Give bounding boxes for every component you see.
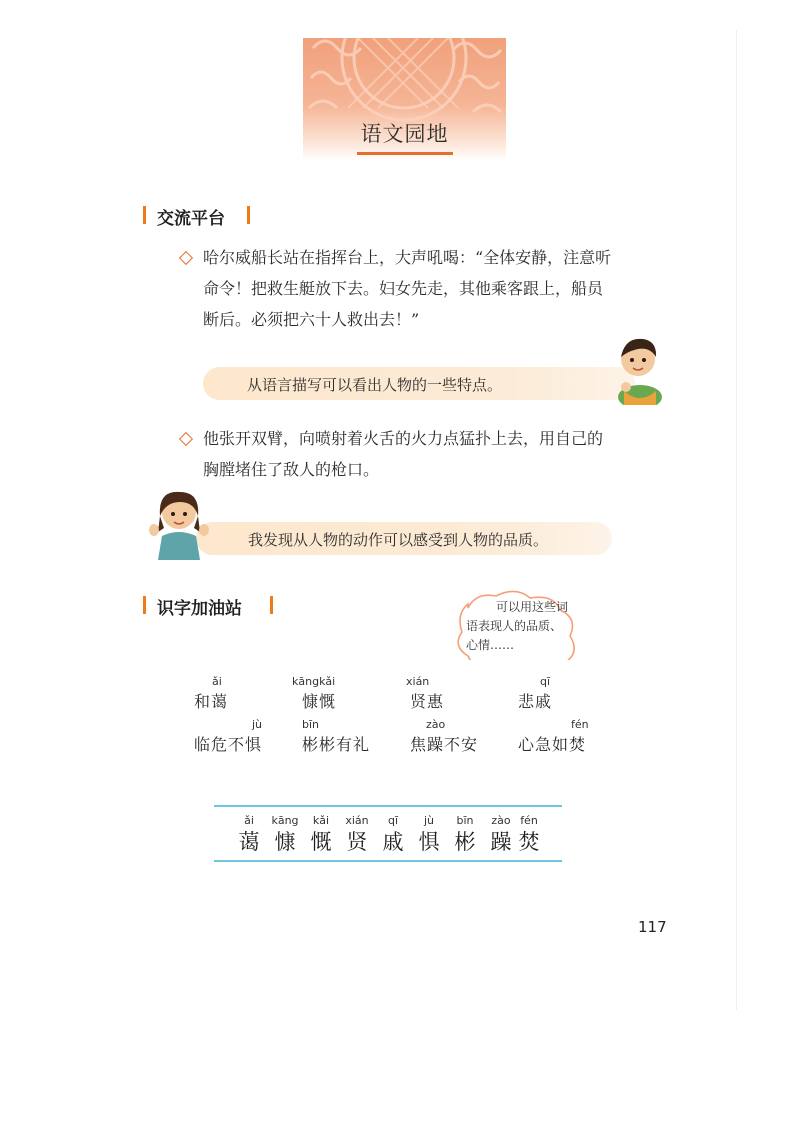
pinyin: ǎi (212, 675, 222, 688)
pinyin: bīn (302, 718, 320, 731)
heading-bar-right (270, 596, 273, 614)
boy-avatar (608, 333, 672, 405)
character-card (234, 814, 264, 854)
heading-bar-right (247, 206, 250, 224)
character-card (414, 814, 444, 854)
vocab-word: 和蔼 (194, 692, 229, 711)
character: 蔼 (238, 830, 260, 854)
character-card (342, 814, 372, 854)
pinyin: fén (571, 718, 589, 731)
character: 焚 (518, 830, 540, 854)
section-heading-exchange (143, 204, 255, 229)
character-pinyin: xián (345, 814, 369, 827)
text-line: 他张开双臂，向喷射着火舌的火力点猛扑上去，用自己的 (203, 429, 604, 448)
diamond-bullet-icon (179, 251, 193, 265)
title-banner (303, 38, 506, 160)
text-line: 命令！把救生艇放下去。妇女先走，其他乘客跟上，船员 (203, 279, 604, 298)
pinyin: qī (540, 675, 551, 688)
vocab-word: 焦躁不安 (410, 735, 479, 754)
paragraph-hero (203, 423, 673, 485)
character-card (270, 814, 300, 854)
vocab-word: 临危不惧 (194, 735, 263, 754)
cloud-line: 语表现人的品质、 (466, 619, 563, 633)
text-line: 断后。必须把六十人救出去！” (203, 310, 420, 329)
page-edge (736, 30, 737, 1010)
character-strip-bottom-rule (214, 860, 562, 862)
character-pinyin: kǎi (312, 814, 330, 827)
character: 戚 (382, 830, 404, 854)
character-pinyin: ǎi (244, 814, 254, 827)
section-heading-literacy (143, 594, 283, 619)
cloud-line: 心情…… (466, 638, 515, 652)
character: 贤 (346, 830, 368, 854)
text-line: 哈尔威船长站在指挥台上，大声吼喝：“全体安静，注意听 (203, 248, 612, 267)
character-pinyin: jù (423, 814, 435, 827)
character-pinyin: bīn (456, 814, 474, 827)
tip-text: 从语言描写可以看出人物的一些特点。 (247, 376, 503, 394)
page-number: 117 (638, 918, 667, 936)
character-pinyin: zào (491, 814, 511, 827)
heading-bar-left (143, 596, 146, 614)
pinyin: zào (426, 718, 446, 731)
vocab-word: 贤惠 (410, 692, 445, 711)
section-heading-label: 交流平台 (157, 209, 225, 229)
character: 惧 (418, 830, 440, 854)
character-pinyin: fén (520, 814, 538, 827)
vocab-word: 彬彬有礼 (302, 735, 371, 754)
cloud-line: 可以用这些词 (496, 600, 569, 614)
paragraph-captain (203, 242, 673, 335)
pinyin: kāngkǎi (292, 675, 336, 688)
character-card (486, 814, 516, 854)
character-pinyin: qī (387, 814, 399, 827)
character: 躁 (490, 830, 512, 854)
character-card (514, 814, 544, 854)
diamond-bullet-icon (179, 432, 193, 446)
tip-bar-language (203, 367, 635, 400)
tip-text: 我发现从人物的动作可以感受到人物的品质。 (248, 531, 549, 549)
character: 慷 (274, 830, 296, 854)
character-card (378, 814, 408, 854)
tip-bar-action (196, 522, 612, 555)
section-heading-label: 识字加油站 (157, 599, 242, 619)
heading-bar-left (143, 206, 146, 224)
character: 彬 (454, 830, 476, 854)
vocab-word: 心急如焚 (518, 735, 587, 754)
vocab-word: 悲戚 (518, 692, 553, 711)
pinyin: xián (406, 675, 430, 688)
character-card (450, 814, 480, 854)
character-card (306, 814, 336, 854)
character-pinyin: kāng (271, 814, 299, 827)
character: 慨 (310, 830, 332, 854)
thought-cloud-text (466, 598, 578, 655)
character-strip-top-rule (214, 805, 562, 807)
text-line: 胸膛堵住了敌人的枪口。 (203, 460, 380, 479)
page-title: 语文园地 (360, 122, 449, 146)
title-underline (357, 152, 453, 155)
girl-avatar (148, 486, 210, 560)
pinyin: jù (252, 718, 263, 731)
vocab-word: 慷慨 (302, 692, 337, 711)
